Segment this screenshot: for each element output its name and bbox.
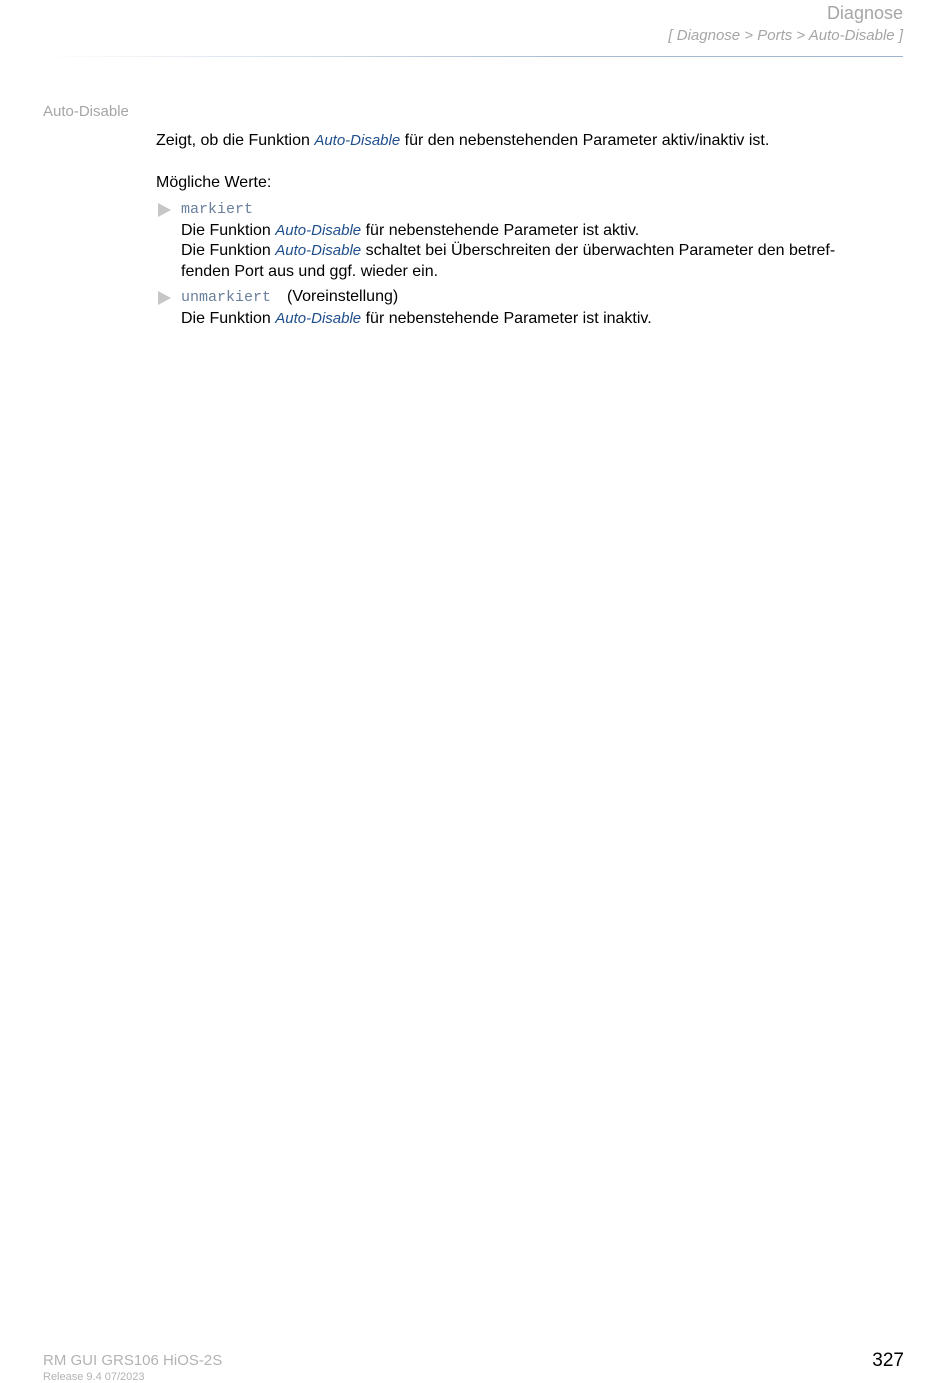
triangle-right-icon: [158, 203, 171, 217]
values-heading: Mögliche Werte:: [156, 173, 272, 191]
triangle-right-icon: [158, 291, 171, 305]
footer-document-name: RM GUI GRS106 HiOS-2S: [43, 1352, 223, 1369]
value-item-markiert: [156, 199, 891, 282]
header-divider: [43, 56, 903, 57]
value-code-line: [181, 199, 891, 221]
parameter-margin-label: Auto-Disable: [43, 103, 129, 120]
value-description-line: fenden Port aus und ggf. wieder ein.: [181, 262, 439, 280]
page-header-title: Diagnose: [826, 3, 903, 23]
breadcrumb: [ Diagnose > Ports > Auto-Disable ]: [668, 27, 903, 44]
value-description-line: [181, 241, 891, 262]
value-desc-text: schaltet bei Überschreiten der überwachten Parameter den betref-: [361, 242, 836, 259]
value-code-line: [181, 287, 891, 309]
intro-paragraph: [156, 131, 891, 152]
page-number: 327: [872, 1350, 904, 1371]
default-note: (Voreinstellung): [287, 288, 399, 305]
value-description-line: [181, 309, 891, 330]
value-desc-text: Die Funktion: [181, 309, 276, 327]
paragraph-spacer: [156, 152, 891, 173]
value-code: unmarkiert: [181, 289, 272, 306]
value-item-unmarkiert: [156, 287, 891, 329]
value-desc-text: Die Funktion: [181, 242, 276, 259]
value-code: markiert: [181, 201, 254, 218]
value-desc-term: Auto-Disable: [275, 221, 362, 239]
value-desc-term: Auto-Disable: [275, 309, 362, 327]
value-desc-text: für nebenstehende Parameter ist aktiv.: [361, 221, 640, 239]
value-description-line: [181, 221, 891, 242]
intro-text-after: für den nebenstehenden Parameter aktiv/inaktiv ist.: [400, 132, 770, 149]
intro-term: Auto-Disable: [314, 132, 401, 149]
footer-release: Release 9.4 07/2023: [43, 1371, 145, 1383]
value-desc-text: Die Funktion: [181, 221, 276, 239]
intro-text-before: Zeigt, ob die Funktion: [156, 132, 315, 149]
parameter-description: [156, 131, 891, 329]
value-desc-text: für nebenstehende Parameter ist inaktiv.: [361, 309, 652, 327]
value-desc-term: Auto-Disable: [275, 242, 362, 259]
